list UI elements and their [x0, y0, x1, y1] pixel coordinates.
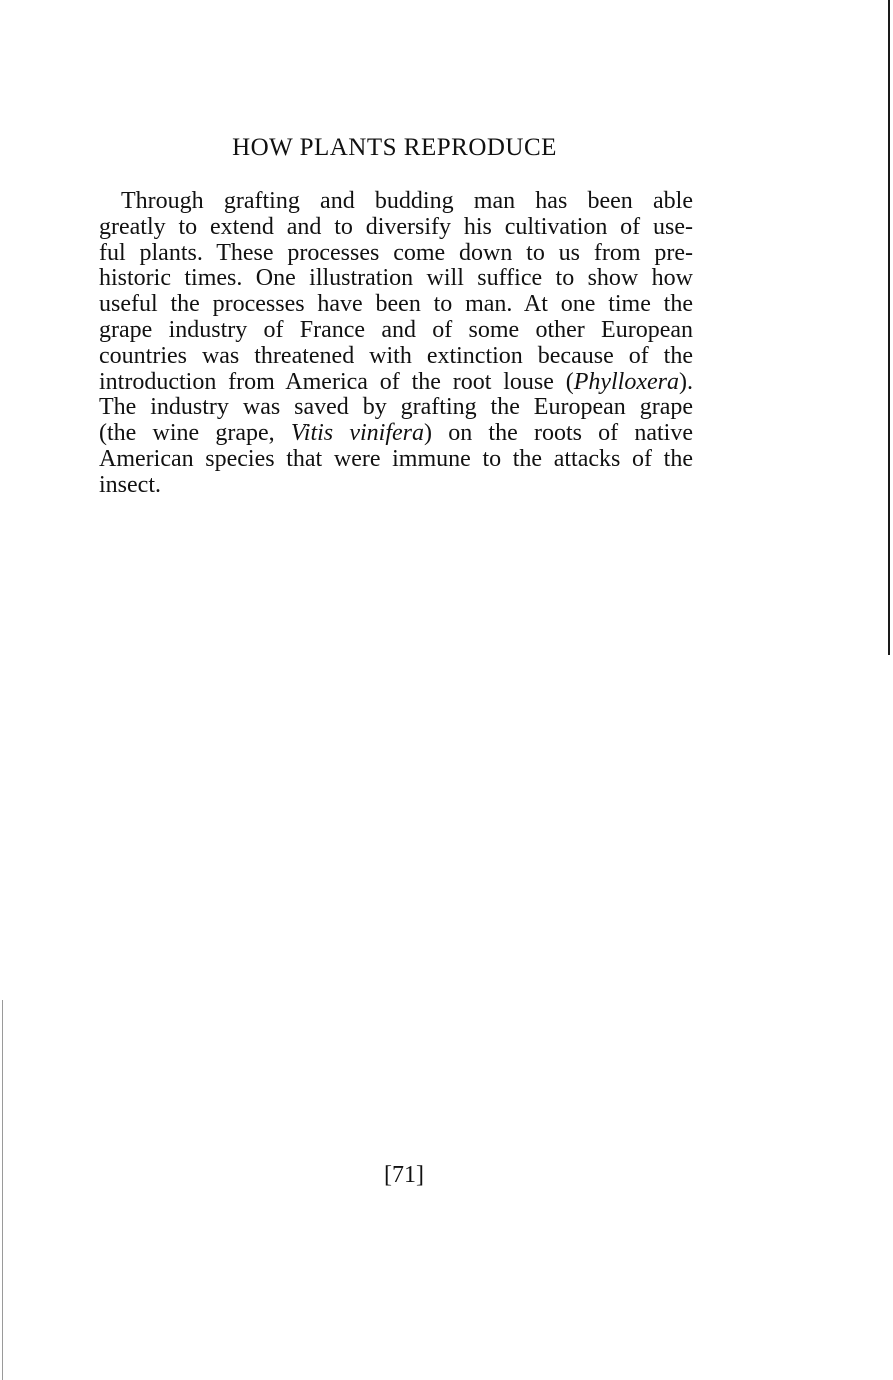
page-edge-line — [2, 1000, 3, 1380]
text-line: American species that were immune to the attacks of the — [99, 445, 693, 472]
text-line: useful the processes have been to man. At one time the — [99, 291, 693, 318]
running-head: HOW PLANTS REPRODUCE — [232, 134, 557, 161]
text-line: countries was threatened with extinction because of the — [99, 342, 693, 369]
page-number: [71] — [384, 1162, 424, 1188]
text-line — [99, 370, 693, 396]
text-line: insect. — [99, 471, 161, 498]
line-text-before: (the wine grape, — [99, 420, 291, 447]
line-text-after: ) on the roots of native — [424, 420, 694, 447]
text-line: grape industry of France and of some other European — [99, 316, 693, 343]
text-line — [99, 421, 693, 447]
body-paragraph — [99, 189, 693, 499]
text-line: greatly to extend and to diversify his cultivation of use- — [99, 213, 693, 240]
text-line: Through grafting and budding man has been able — [121, 188, 693, 214]
italic-term: Phylloxera — [573, 368, 679, 395]
line-text-before: introduction from America of the root louse ( — [99, 368, 574, 395]
text-line: historic times. One illustration will suffice to show how — [99, 265, 693, 292]
line-text-after: ). — [679, 368, 693, 395]
text-line: The industry was saved by grafting the European grape — [99, 394, 693, 421]
italic-term: Vitis vinifera — [290, 420, 424, 447]
text-line: ful plants. These processes come down to us from pre- — [99, 239, 693, 266]
page-edge-shadow — [888, 0, 890, 655]
